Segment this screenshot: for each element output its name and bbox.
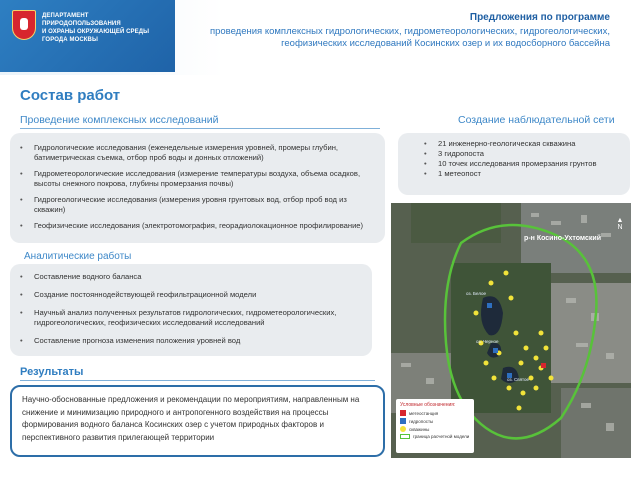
list-item: • 3 гидропоста [420,149,622,159]
north-label: N [617,224,623,231]
dept-line: ДЕПАРТАМЕНТ [42,13,89,19]
list-item: • Составление водного баланса [16,272,366,282]
page-title: Предложения по программе [469,12,610,23]
department-name [42,12,172,44]
list-item: • Гидрогеологические исследования (измерения уровня грунтовых вод, отбор проб вод из скважин) [16,195,379,215]
dept-line: ГОРОДА МОСКВЫ [42,37,98,43]
well-swatch-icon [400,426,406,432]
list-item: • 1 метеопост [420,169,622,179]
legend-label: метеостанция [409,410,439,416]
moscow-crest-icon [12,10,36,40]
legend-item [400,434,470,439]
analytic-heading: Аналитические работы [24,251,132,262]
satellite-map [391,203,631,458]
list-item: • Составление прогноза изменения положения уровней вод [16,336,366,346]
legend-item [400,418,470,424]
gauge-swatch-icon [400,418,406,424]
legend-title: Условные обозначения: [400,402,456,408]
lake-label: оз. Черное [476,339,499,344]
page-subtitle: проведения комплексных гидрологических, гидрометеорологических, гидрогеологических, геофизических исследований Косинских озер и их водосборного бассейна [209,26,610,49]
network-list-box [398,133,630,195]
list-item: • Создание постояннодействующей геофильтрационной модели [16,290,366,300]
boundary-swatch-icon [400,434,410,439]
research-heading: Проведение комплексных исследований [20,114,219,126]
research-list-box [10,133,385,243]
district-label: р-н Косино-Ухтомский [524,235,601,242]
north-arrow-icon: ▲ N [616,217,624,231]
results-text: Научно-обоснованные предложения и рекомендации по мероприятиям, направленным на снижение и минимизацию природного и антропогенного воздействия на процессы формирования водного баланса Косинских озер с учетом природных факторов и перспективного развития прилегающей территории [22,395,360,442]
legend-label: гидропосты [409,418,434,424]
meteostation-swatch-icon [400,410,406,416]
dept-line: И ОХРАНЫ ОКРУЖАЮЩЕЙ СРЕДЫ [42,29,150,35]
list-item: • 10 точек исследования промерзания грунтов [420,159,622,169]
legend-label: граница расчетной модели [413,434,470,439]
list-item: • Гидрологические исследования (еженедельные измерения уровней, промеры глубин, батиметрическая съемка, отбор проб воды и донных отложений) [16,143,379,163]
results-box [10,385,385,457]
divider [20,128,380,129]
list-item: • 21 инженерно-геологическая скважина [420,139,622,149]
map-legend [396,399,474,453]
network-heading: Создание наблюдательной сети [458,114,615,126]
legend-item [400,426,470,432]
divider [20,380,375,381]
analytic-list-box [10,264,372,356]
list-item: • Гидрометеорологические исследования (измерение температуры воздуха, объема осадков, высоты снежного покрова, глубины промерзания почвы) [16,169,379,189]
list-item: • Геофизические исследования (электротомография, георадиолокационное профилирование) [16,221,379,231]
legend-label: скважины [409,426,430,432]
legend-item [400,410,470,416]
results-heading: Результаты [20,366,84,378]
department-logo-block [0,0,175,72]
dept-line: ПРИРОДОПОЛЬЗОВАНИЯ [42,21,121,27]
section-title: Состав работ [20,87,121,104]
lake-label: оз. Белое [466,291,487,296]
lake-label: оз. Святое [507,377,530,382]
list-item: • Научный анализ полученных результатов гидрологических, гидрометеорологических, гидрогеологических, геофизических исследований исследований [16,308,366,328]
